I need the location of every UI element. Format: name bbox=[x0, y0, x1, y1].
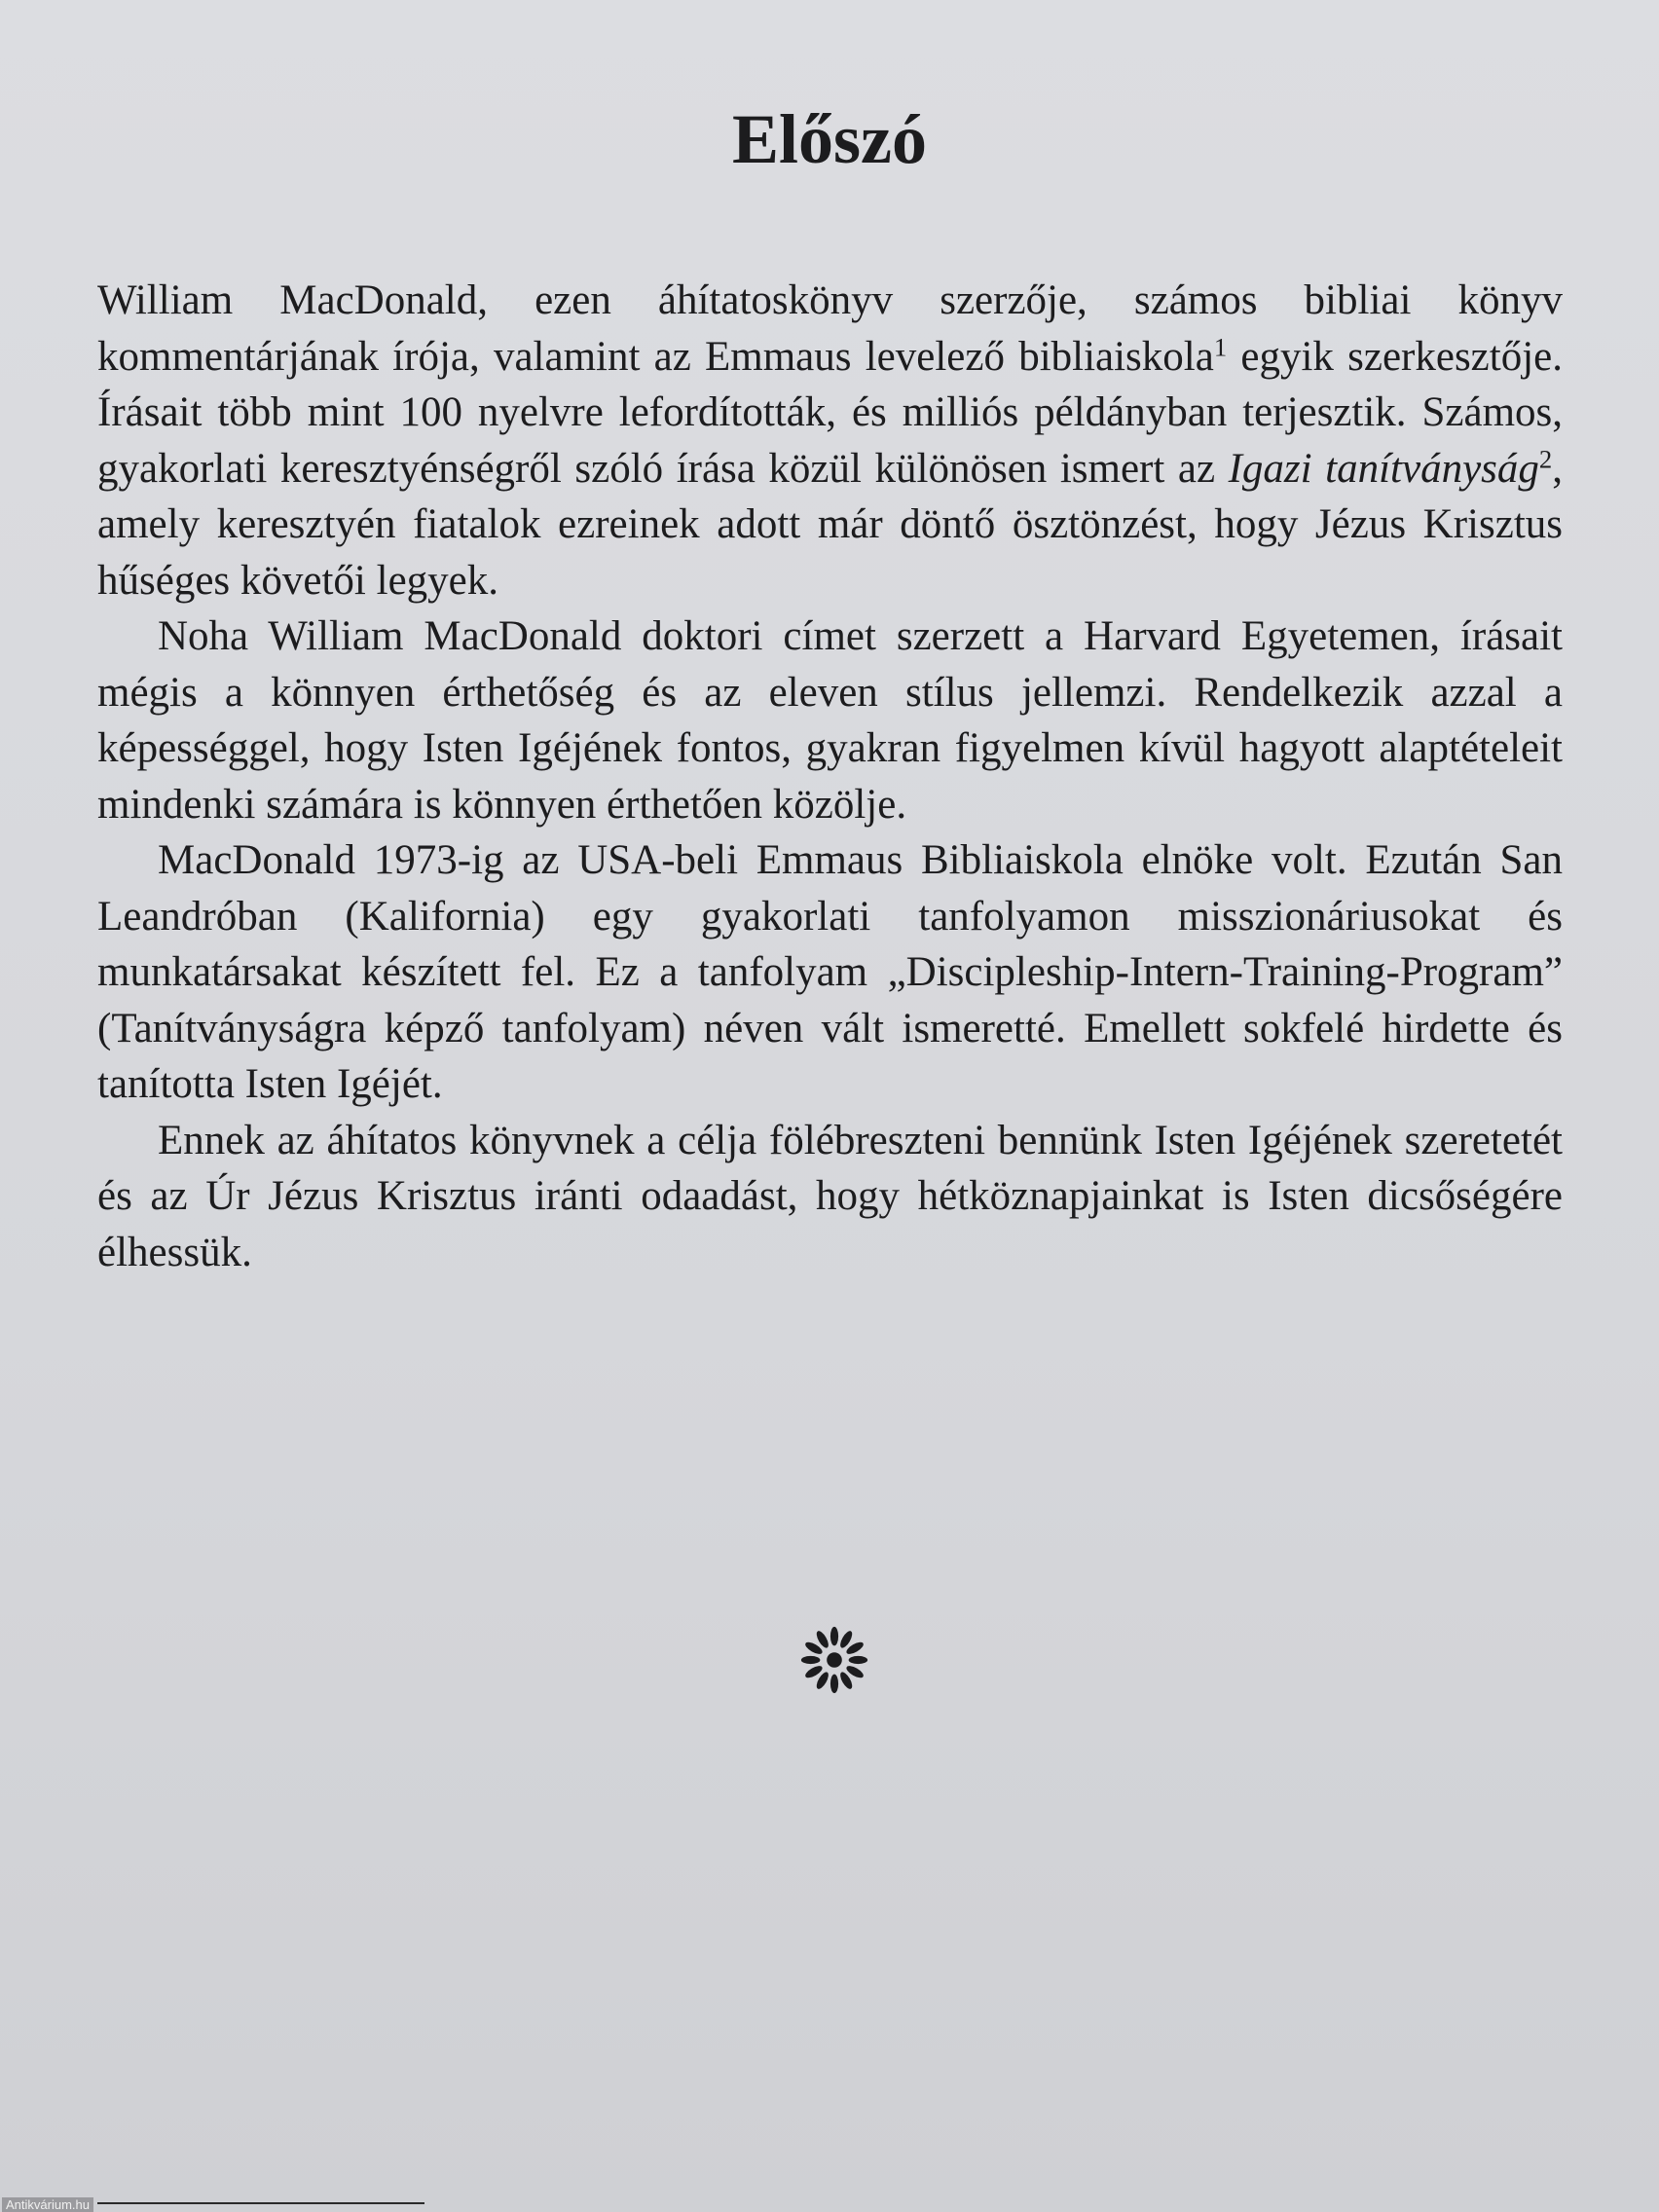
watermark: Antikvárium.hu bbox=[2, 2197, 93, 2212]
page-title: Előszó bbox=[731, 100, 927, 178]
footnote-ref-1: 1 bbox=[1213, 331, 1228, 361]
paragraph-1-text-a: William MacDonald, ezen áhítatoskönyv szerzője, számos bibliai könyv kommentárjának írója, valamint az Emmaus levelező bibliaiskola bbox=[97, 277, 1563, 380]
footnote-ref-2: 2 bbox=[1538, 443, 1553, 473]
footnote-divider bbox=[97, 2202, 424, 2204]
body-text bbox=[97, 273, 1563, 1280]
book-title-italic: Igazi tanítványság bbox=[1228, 445, 1539, 492]
paragraph-3: MacDonald 1973-ig az USA-beli Emmaus Bibliaiskola elnöke volt. Ezután San Leandróban (Kalifornia) egy gyakorlati tanfolyamon misszionáriusokat és munkatársakat készített fel. Ez a tanfolyam „Discipleship-Intern-Training-Program” (Tanítványságra képző tanfolyam) néven vált ismeretté. Emellett sokfelé hirdette és tanította Isten Igéjét. bbox=[97, 837, 1563, 1107]
paragraph-2: Noha William MacDonald doktori címet szerzett a Harvard Egyetemen, írásait mégis a könnyen érthetőség és az eleven stílus jellemzi. Rendelkezik azzal a képességgel, hogy Isten Igéjének fontos, gyakran figyelmen kívül hagyott alaptételeit mindenki számára is könnyen érthetően közölje. bbox=[97, 613, 1563, 828]
asterisk-flower-icon bbox=[796, 1622, 872, 1698]
paragraph-1-text-c: , amely keresztyén fiatalok ezreinek adott már döntő ösztönzést, hogy Jézus Krisztus hűséges követői legyek. bbox=[97, 445, 1563, 604]
paragraph-4: Ennek az áhítatos könyvnek a célja fölébreszteni bennünk Isten Igéjének szeretetét és az Úr Jézus Krisztus iránti odaadást, hogy hétköznapjainkat is Isten dicsőségére élhessük. bbox=[97, 1117, 1563, 1275]
paragraph-1 bbox=[97, 273, 1563, 608]
paragraph-1-text-b: egyik szerkesztője. Írásait több mint 100 nyelvre lefordították, és milliós példányban terjesztik. Számos, gyakorlati keresztyénségről szóló írása közül különösen ismert az bbox=[97, 333, 1563, 492]
